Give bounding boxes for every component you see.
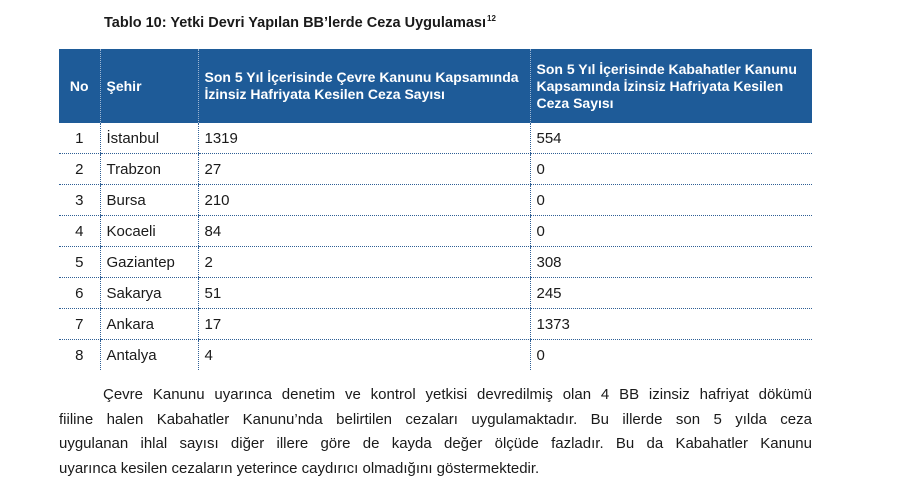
cell-city: Sakarya — [100, 278, 198, 309]
caption-text: Tablo 10: Yetki Devri Yapılan BB’lerde Ceza Uygulaması — [104, 15, 486, 31]
cell-misdemeanor-law-count: 1373 — [530, 309, 812, 340]
table-row — [59, 216, 812, 247]
cell-city: Bursa — [100, 185, 198, 216]
paragraph-line: uyarınca kesilen cezaların yeterince caydırıcı olmadığını göstermektedir. — [59, 459, 540, 477]
cell-no: 3 — [59, 185, 100, 216]
cell-no: 1 — [59, 123, 100, 154]
footnote-marker: 12 — [487, 14, 496, 23]
cell-misdemeanor-law-count: 0 — [530, 216, 812, 247]
table-row — [59, 278, 812, 309]
cell-misdemeanor-law-count: 0 — [530, 154, 812, 185]
table-row — [59, 185, 812, 216]
penalty-table — [59, 49, 812, 370]
table-row — [59, 247, 812, 278]
body-paragraph — [59, 383, 812, 481]
cell-environment-law-count: 51 — [198, 278, 530, 309]
cell-environment-law-count: 17 — [198, 309, 530, 340]
table-header — [59, 49, 812, 123]
cell-environment-law-count: 2 — [198, 247, 530, 278]
cell-misdemeanor-law-count: 308 — [530, 247, 812, 278]
cell-city: Antalya — [100, 340, 198, 371]
table-body — [59, 123, 812, 370]
table-row — [59, 309, 812, 340]
cell-no: 4 — [59, 216, 100, 247]
header-no: No — [59, 49, 100, 123]
header-row — [59, 49, 812, 123]
cell-no: 7 — [59, 309, 100, 340]
cell-environment-law-count: 1319 — [198, 123, 530, 154]
table-row — [59, 340, 812, 371]
paragraph-line: fiiline halen Kabahatler Kanunu’nda belirtilen cezaları uygulamaktadır. Bu illerde son 5 yılda ceza — [59, 410, 812, 428]
header-environment-law-penalties: Son 5 Yıl İçerisinde Çevre Kanunu Kapsamında İzinsiz Hafriyata Kesilen Ceza Sayısı — [198, 49, 530, 123]
cell-no: 5 — [59, 247, 100, 278]
cell-no: 8 — [59, 340, 100, 371]
cell-city: İstanbul — [100, 123, 198, 154]
header-misdemeanor-law-penalties: Son 5 Yıl İçerisinde Kabahatler Kanunu Kapsamında İzinsiz Hafriyata Kesilen Ceza Sayısı — [530, 49, 812, 123]
cell-no: 6 — [59, 278, 100, 309]
cell-environment-law-count: 84 — [198, 216, 530, 247]
cell-environment-law-count: 27 — [198, 154, 530, 185]
paragraph-line: Çevre Kanunu uyarınca denetim ve kontrol yetkisi devredilmiş olan 4 BB izinsiz hafriyat dökümü — [103, 386, 812, 403]
cell-city: Gaziantep — [100, 247, 198, 278]
cell-misdemeanor-law-count: 554 — [530, 123, 812, 154]
cell-city: Kocaeli — [100, 216, 198, 247]
table-caption — [104, 14, 496, 31]
table-row — [59, 154, 812, 185]
header-city: Şehir — [100, 49, 198, 123]
cell-environment-law-count: 4 — [198, 340, 530, 371]
cell-no: 2 — [59, 154, 100, 185]
cell-city: Trabzon — [100, 154, 198, 185]
cell-environment-law-count: 210 — [198, 185, 530, 216]
cell-city: Ankara — [100, 309, 198, 340]
cell-misdemeanor-law-count: 245 — [530, 278, 812, 309]
table-row — [59, 123, 812, 154]
cell-misdemeanor-law-count: 0 — [530, 340, 812, 371]
paragraph-line: uygulanan ihlal sayısı diğer illere göre de kayda değer ölçüde fazladır. Bu da Kabahatler Kanunu — [59, 435, 812, 452]
cell-misdemeanor-law-count: 0 — [530, 185, 812, 216]
